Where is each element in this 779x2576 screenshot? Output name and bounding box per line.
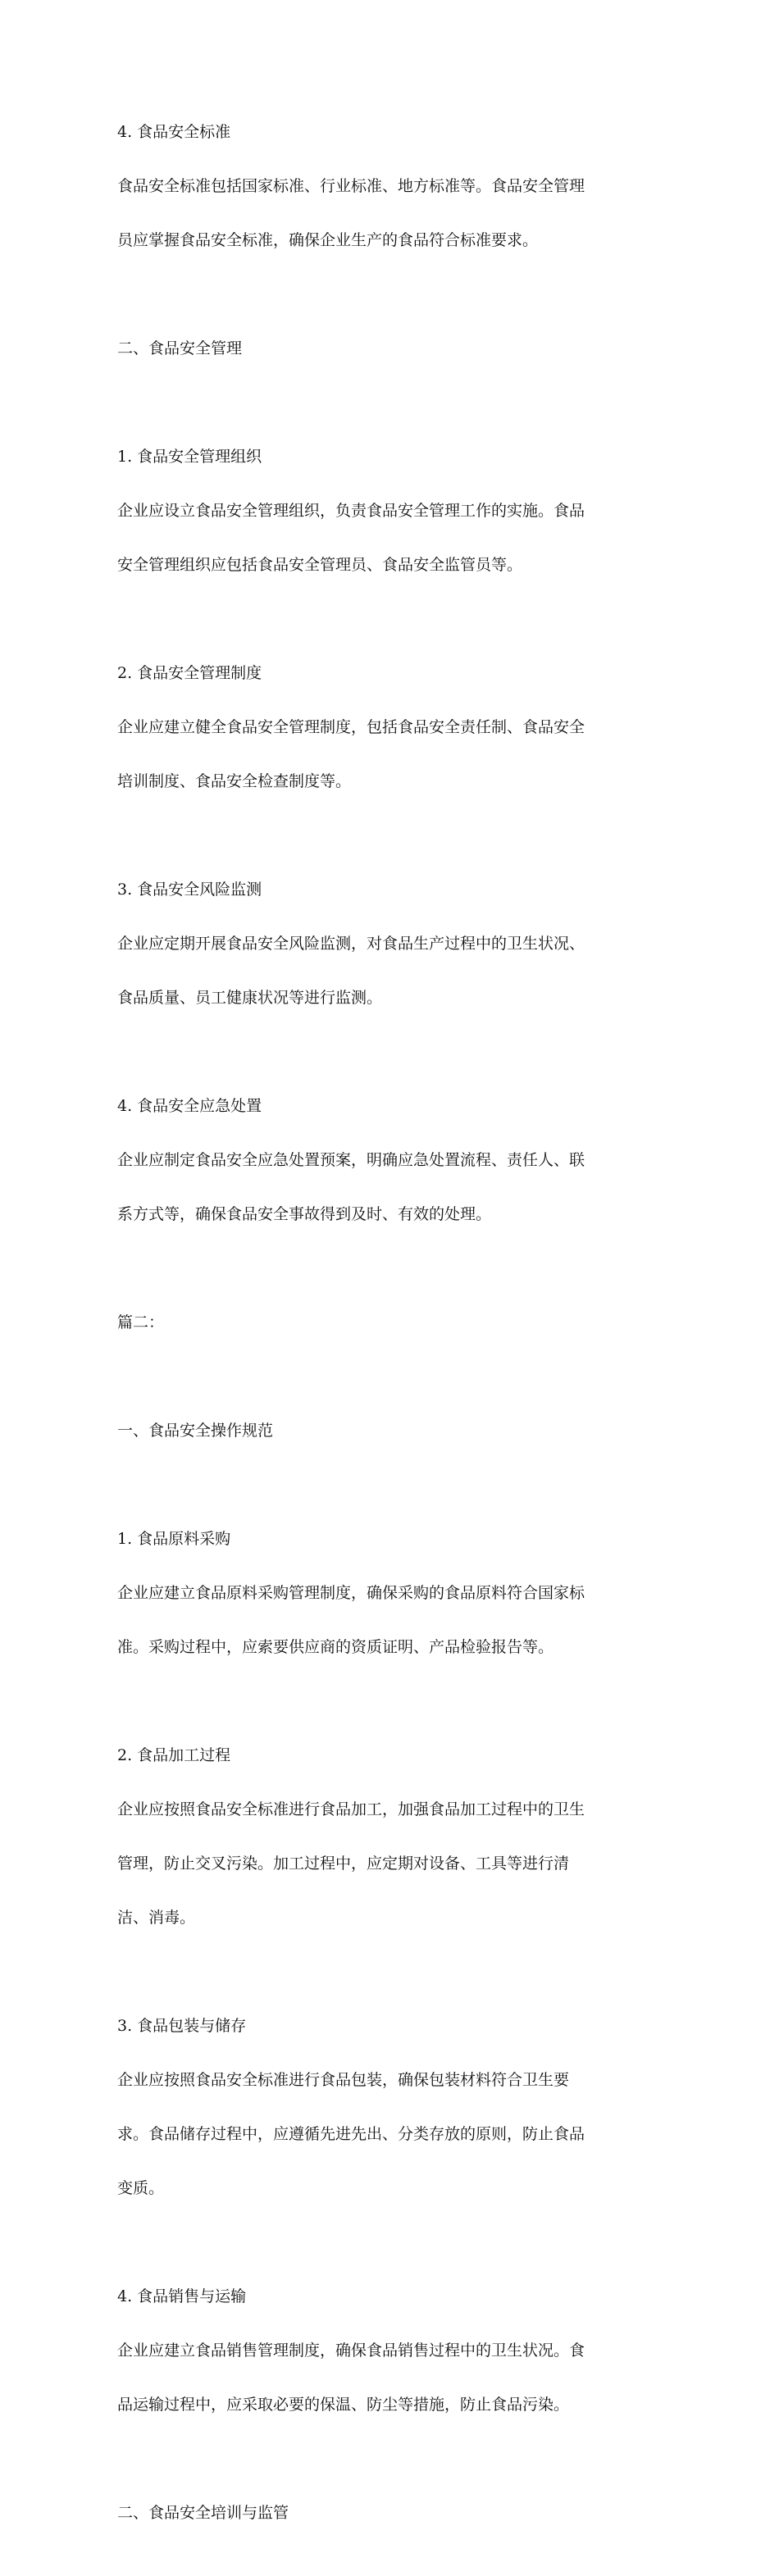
paragraph	[117, 1494, 658, 1692]
section-heading: 2. 食品加工过程	[117, 1746, 231, 1764]
text-line: 企业应建立健全食品安全管理制度，包括食品安全责任制、食品安全	[117, 718, 585, 736]
section-heading: 1. 食品原料采购	[117, 1530, 231, 1548]
paragraph	[117, 1981, 658, 2233]
section-heading: 1. 食品安全管理组织	[117, 448, 262, 466]
paragraph	[117, 1061, 658, 1259]
text-line: 企业应建立食品销售管理制度，确保食品销售过程中的卫生状况。食	[117, 2342, 585, 2360]
chapter-heading: 二、食品安全管理	[117, 339, 243, 357]
paragraph	[117, 1277, 658, 1368]
section-heading: 3. 食品安全风险监测	[117, 881, 262, 899]
document-body	[117, 87, 658, 2576]
text-line: 变质。	[117, 2179, 165, 2197]
paragraph	[117, 2468, 658, 2558]
paragraph	[117, 412, 658, 610]
section-heading: 4. 食品销售与运输	[117, 2287, 247, 2305]
text-line: 培训制度、食品安全检查制度等。	[117, 772, 352, 790]
text-line: 洁、消毒。	[117, 1909, 196, 1927]
text-line: 食品质量、员工健康状况等进行监测。	[117, 989, 383, 1007]
paragraph	[117, 1386, 658, 1476]
paragraph	[117, 1710, 658, 1963]
text-line: 管理，防止交叉污染。加工过程中，应定期对设备、工具等进行清	[117, 1855, 570, 1873]
chapter-heading: 一、食品安全操作规范	[117, 1422, 274, 1440]
paragraph	[117, 628, 658, 826]
section-heading: 4. 食品安全标准	[117, 123, 231, 141]
text-line: 企业应定期开展食品安全风险监测，对食品生产过程中的卫生状况、	[117, 935, 585, 953]
paragraph	[117, 844, 658, 1043]
text-line: 食品安全标准包括国家标准、行业标准、地方标准等。食品安全管理	[117, 177, 585, 195]
part-heading: 篇二：	[117, 1313, 165, 1331]
paragraph	[117, 87, 658, 285]
chapter-heading: 二、食品安全培训与监管	[117, 2504, 289, 2522]
text-line: 品运输过程中，应采取必要的保温、防尘等措施，防止食品污染。	[117, 2396, 570, 2414]
section-heading: 4. 食品安全应急处置	[117, 1097, 262, 1115]
paragraph	[117, 303, 658, 394]
text-line: 企业应按照食品安全标准进行食品加工，加强食品加工过程中的卫生	[117, 1800, 585, 1818]
text-line: 求。食品储存过程中，应遵循先进先出、分类存放的原则，防止食品	[117, 2125, 585, 2143]
text-line: 员应掌握食品安全标准，确保企业生产的食品符合标准要求。	[117, 231, 539, 249]
text-line: 准。采购过程中，应索要供应商的资质证明、产品检验报告等。	[117, 1638, 554, 1656]
text-line: 安全管理组织应包括食品安全管理员、食品安全监管员等。	[117, 556, 523, 574]
paragraph	[117, 2251, 658, 2450]
section-heading: 2. 食品安全管理制度	[117, 664, 262, 682]
text-line: 企业应制定食品安全应急处置预案，明确应急处置流程、责任人、联	[117, 1151, 585, 1169]
text-line: 企业应建立食品原料采购管理制度，确保采购的食品原料符合国家标	[117, 1584, 585, 1602]
text-line: 系方式等，确保食品安全事故得到及时、有效的处理。	[117, 1205, 492, 1223]
text-line: 企业应按照食品安全标准进行食品包装，确保包装材料符合卫生要	[117, 2071, 570, 2089]
text-line: 企业应设立食品安全管理组织，负责食品安全管理工作的实施。食品	[117, 502, 585, 520]
section-heading: 3. 食品包装与储存	[117, 2017, 247, 2035]
